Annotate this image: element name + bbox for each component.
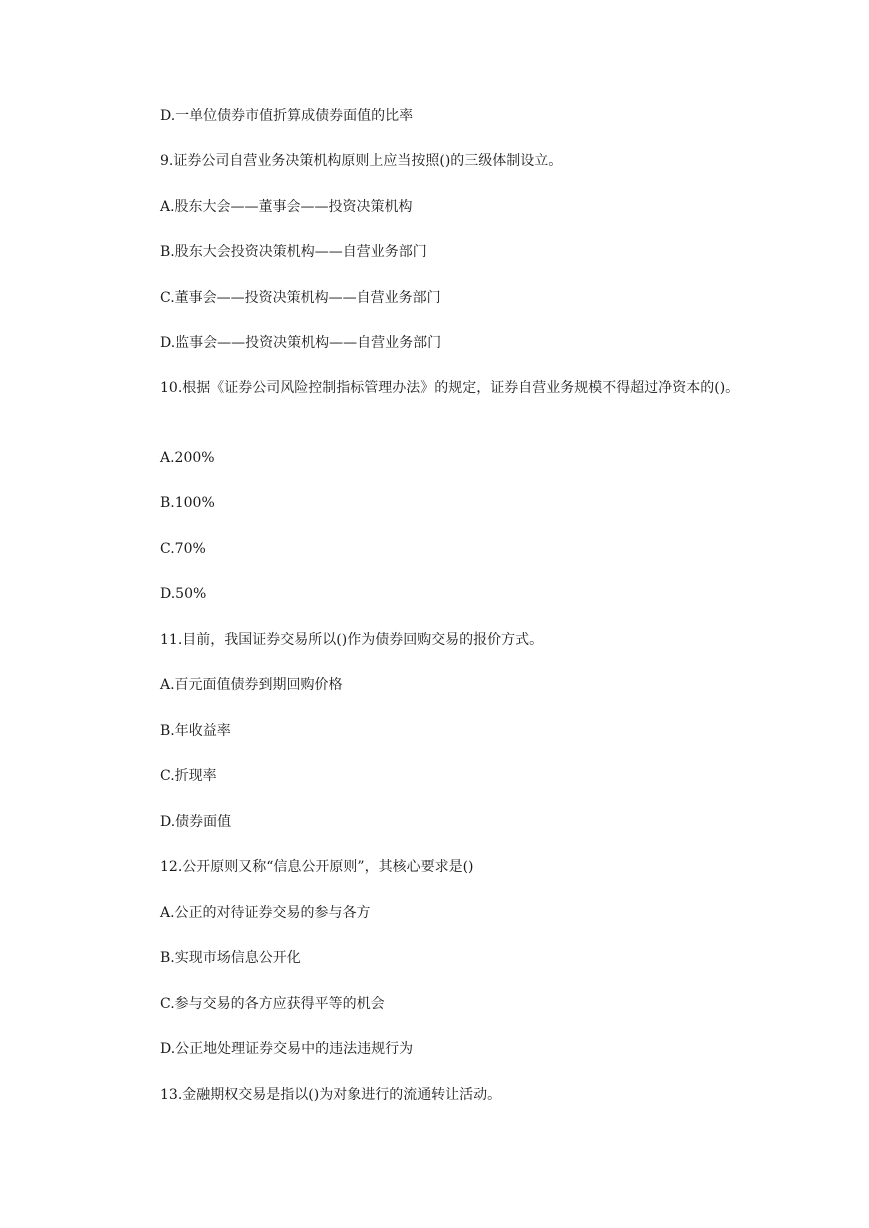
q10-question: 10.根据《证券公司风险控制指标管理办法》的规定，证券自营业务规模不得超过净资本的()。 — [160, 380, 740, 396]
q12-option-a: A.公正的对待证券交易的参与各方 — [160, 905, 371, 921]
q12-option-b: B.实现市场信息公开化 — [160, 950, 301, 966]
q9-option-b: B.股东大会投资决策机构——自营业务部门 — [160, 244, 427, 260]
q12-question: 12.公开原则又称“信息公开原则”，其核心要求是() — [160, 859, 474, 875]
q11-option-a: A.百元面值债券到期回购价格 — [160, 677, 343, 693]
q10-option-a: A.200% — [160, 450, 215, 466]
q13-question: 13.金融期权交易是指以()为对象进行的流通转让活动。 — [160, 1087, 502, 1103]
q9-option-a: A.股东大会——董事会——投资决策机构 — [160, 199, 413, 215]
q11-option-d: D.债券面值 — [160, 814, 232, 830]
q11-question: 11.目前，我国证券交易所以()作为债券回购交易的报价方式。 — [160, 632, 544, 648]
q9-question: 9.证券公司自营业务决策机构原则上应当按照()的三级体制设立。 — [160, 153, 563, 169]
q11-option-c: C.折现率 — [160, 768, 217, 784]
q12-option-d: D.公正地处理证券交易中的违法违规行为 — [160, 1041, 414, 1057]
q12-option-c: C.参与交易的各方应获得平等的机会 — [160, 996, 385, 1012]
q9-option-c: C.董事会——投资决策机构——自营业务部门 — [160, 290, 441, 306]
q10-option-c: C.70% — [160, 541, 206, 557]
q9-option-d: D.监事会——投资决策机构——自营业务部门 — [160, 335, 442, 351]
q10-option-b: B.100% — [160, 495, 215, 511]
q11-option-b: B.年收益率 — [160, 723, 231, 739]
q10-option-d: D.50% — [160, 586, 207, 602]
q8-option-d: D.一单位债券市值折算成债券面值的比率 — [160, 108, 414, 124]
